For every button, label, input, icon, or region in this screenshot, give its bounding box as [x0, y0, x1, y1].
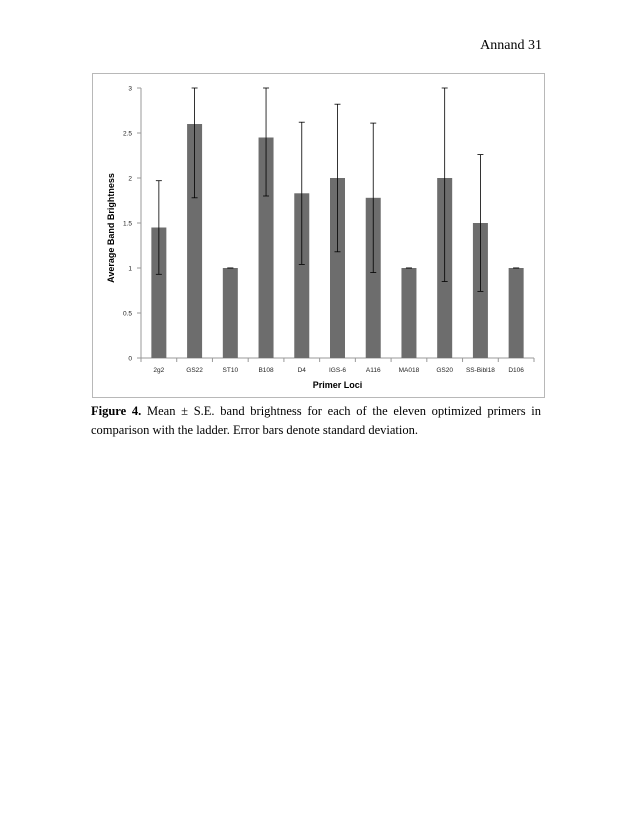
- x-axis-label: Primer Loci: [312, 380, 363, 390]
- x-tick-label: GS20: [436, 367, 453, 374]
- x-tick-label: D106: [508, 367, 524, 374]
- caption-label: Figure 4.: [91, 404, 142, 418]
- page-header: Annand 31: [480, 38, 542, 53]
- x-tick-label: SS-Bibl18: [465, 367, 495, 374]
- x-tick-label: GS22: [186, 367, 203, 374]
- bar: [401, 268, 416, 358]
- y-tick-label: 2: [128, 175, 132, 183]
- x-tick-label: ST10: [222, 367, 239, 374]
- bar: [509, 268, 524, 358]
- y-tick-label: 1: [128, 265, 132, 273]
- y-tick-label: 2.5: [122, 130, 132, 138]
- y-tick-label: 1.5: [122, 220, 132, 228]
- x-tick-label: B108: [258, 367, 274, 374]
- x-tick-label: A116: [365, 367, 381, 374]
- x-tick-label: IGS-6: [329, 367, 346, 374]
- bar: [223, 268, 238, 358]
- x-tick-label: D4: [297, 367, 306, 374]
- y-tick-label: 0: [128, 355, 132, 363]
- y-tick-label: 0.5: [122, 310, 132, 318]
- bar-chart: [93, 74, 544, 397]
- figure-caption: [91, 402, 541, 440]
- x-tick-label: 2g2: [153, 367, 165, 374]
- y-axis-label: Average Band Brightness: [106, 173, 116, 283]
- y-tick-label: 3: [128, 85, 132, 93]
- x-tick-label: MA018: [398, 367, 420, 374]
- chart-container: [92, 73, 545, 398]
- caption-text: Mean ± S.E. band brightness for each of the eleven optimized primers in comparison with the ladder. Error bars denote standard deviation.: [91, 404, 541, 437]
